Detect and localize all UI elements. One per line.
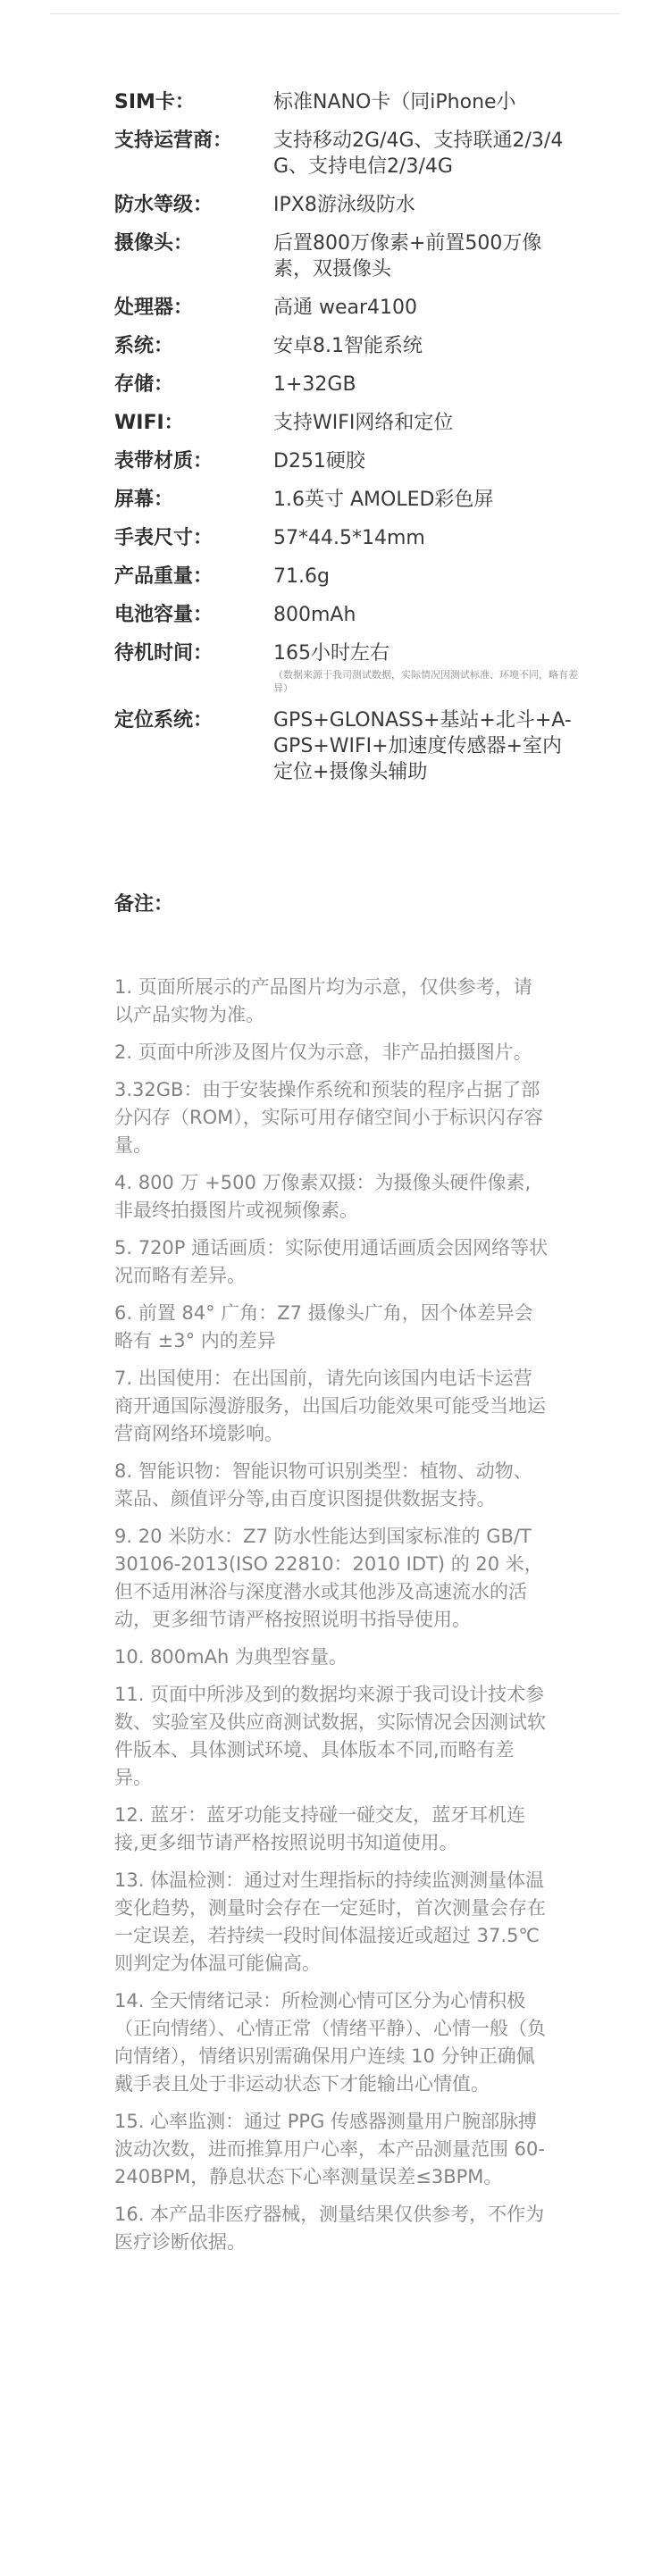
- spec-row: [114, 525, 579, 551]
- note-item: 15. 心率监测：通过 PPG 传感器测量用户腕部脉搏波动次数，进而推算用户心率，本产品测量范围 60-240BPM，静息状态下心率测量误差≤3BPM。: [114, 2111, 545, 2187]
- spec-label: 定位系统：: [114, 709, 214, 732]
- spec-label: WIFI：: [114, 412, 184, 434]
- spec-value-cell: [273, 295, 579, 321]
- spec-value: 安卓8.1智能系统: [273, 335, 423, 357]
- notes-list: [114, 974, 549, 2266]
- spec-value: GPS+GLONASS+基站+北斗+A-GPS+WIFI+加速度传感器+室内定位+摄像头辅助: [273, 709, 572, 783]
- spec-value-cell: [273, 128, 579, 180]
- spec-label: 防水等级：: [114, 194, 214, 216]
- spec-row: [114, 448, 579, 474]
- spec-row: [114, 230, 579, 282]
- note-item: 5. 720P 通话画质：实际使用通话画质会因网络等状况而略有差异。: [114, 1237, 549, 1286]
- spec-value-cell: [273, 192, 579, 218]
- spec-label: 电池容量：: [114, 604, 214, 626]
- spec-table: [114, 89, 579, 798]
- spec-value-cell: [273, 564, 579, 590]
- spec-label: 待机时间：: [114, 642, 214, 665]
- note-item: 16. 本产品非医疗器械，测量结果仅供参考，不作为医疗诊断依据。: [114, 2204, 545, 2253]
- spec-value-cell: [273, 372, 579, 397]
- spec-value: 支持移动2G/4G、支持联通2/3/4G、支持电信2/3/4G: [273, 130, 564, 178]
- spec-row: [114, 89, 579, 115]
- spec-row: [114, 128, 579, 180]
- spec-value-cell: [273, 333, 579, 359]
- spec-value-cell: [273, 602, 579, 628]
- spec-value-cell: [273, 230, 579, 282]
- note-item: 6. 前置 84° 广角：Z7 摄像头广角，因个体差异会略有 ±3° 内的差异: [114, 1302, 533, 1351]
- note-item: 10. 800mAh 为典型容量。: [114, 1646, 348, 1668]
- spec-row: [114, 333, 579, 359]
- note-item: 1. 页面所展示的产品图片均为示意，仅供参考，请以产品实物为准。: [114, 976, 532, 1025]
- note-item: 3.32GB：由于安装操作系统和预装的程序占据了部分闪存（ROM），实际可用存储空间小于标识闪存容量。: [114, 1079, 543, 1156]
- spec-value-cell: [273, 707, 579, 785]
- note-item: 13. 体温检测：通过对生理指标的持续监测测量体温变化趋势，测量时会存在一定延时，首次测量会存在一定误差，若持续一段时间体温接近或超过 37.5℃则判定为体温可能偏高。: [114, 1869, 546, 1974]
- spec-label: 手表尺寸：: [114, 527, 214, 549]
- spec-row: [114, 410, 579, 436]
- spec-label: 系统：: [114, 335, 174, 357]
- note-item: 9. 20 米防水：Z7 防水性能达到国家标准的 GB/T 30106-2013(ISO 22810：2010 IDT) 的 20 米，但不适用淋浴与深度潜水或其他涉及高速流水的活动，更多细节请严格按照说明书指导使用。: [114, 1526, 543, 1630]
- spec-value: 800mAh: [273, 604, 356, 626]
- note-item: 11. 页面中所涉及到的数据均来源于我司设计技术参数、实验室及供应商测试数据，实际情况会因测试软件版本、具体测试环境、具体版本不同,而略有差异。: [114, 1684, 546, 1788]
- spec-label: 屏幕：: [114, 489, 174, 511]
- note-item: 14. 全天情绪记录：所检测心情可区分为心情积极（正向情绪）、心情正常（情绪平静）、心情一般（负向情绪），情绪识别需确保用户连续 10 分钟正确佩戴手表且处于非运动状态下才能输出心情值。: [114, 1990, 546, 2095]
- spec-row: [114, 487, 579, 513]
- spec-label: 表带材质：: [114, 450, 214, 473]
- spec-value: IPX8游泳级防水: [273, 194, 415, 216]
- spec-value: 57*44.5*14mm: [273, 527, 425, 549]
- note-item: 4. 800 万 +500 万像素双摄：为摄像头硬件像素,非最终拍摄图片或视频像素。: [114, 1172, 532, 1221]
- spec-value: 1+32GB: [273, 373, 356, 396]
- spec-label: 处理器：: [114, 297, 194, 319]
- spec-value: 1.6英寸 AMOLED彩色屏: [273, 489, 494, 511]
- spec-value-cell: [273, 487, 579, 513]
- spec-label: 存储：: [114, 373, 174, 396]
- notes-title: 备注：: [114, 893, 174, 916]
- note-item: 7. 出国使用：在出国前，请先向该国内电话卡运营商开通国际漫游服务，出国后功能效果可能受当地运营商网络环境影响。: [114, 1367, 546, 1444]
- top-divider: [50, 13, 620, 14]
- spec-value: 支持WIFI网络和定位: [273, 412, 454, 434]
- note-item: 2. 页面中所涉及图片仅为示意，非产品拍摄图片。: [114, 1041, 532, 1063]
- spec-value: 高通 wear4100: [273, 297, 418, 319]
- spec-row: [114, 295, 579, 321]
- spec-label: 支持运营商：: [114, 130, 233, 152]
- spec-row: [114, 564, 579, 590]
- spec-label: SIM卡：: [114, 91, 195, 113]
- spec-label: 产品重量：: [114, 565, 214, 588]
- spec-value: 标准NANO卡（同iPhone小: [273, 91, 516, 113]
- spec-row: [114, 372, 579, 397]
- spec-value-cell: [273, 410, 579, 436]
- spec-value-cell: [273, 448, 579, 474]
- spec-footnote: （数据来源于我司测试数据，实际情况因测试标准、环境不同，略有差异）: [273, 669, 578, 694]
- spec-value: D251硬胶: [273, 450, 365, 473]
- spec-value-cell: [273, 525, 579, 551]
- spec-value-cell: [273, 89, 579, 115]
- spec-value: 后置800万像素+前置500万像素，双摄像头: [273, 232, 542, 280]
- spec-row: [114, 602, 579, 628]
- spec-row: [114, 192, 579, 218]
- spec-value: 165小时左右: [273, 642, 389, 665]
- spec-row: [114, 640, 579, 695]
- spec-row: [114, 707, 579, 785]
- note-item: 12. 蓝牙：蓝牙功能支持碰一碰交友，蓝牙耳机连接,更多细节请严格按照说明书知道使用。: [114, 1804, 526, 1853]
- note-item: 8. 智能识物：智能识物可识别类型：植物、动物、菜品、颜值评分等,由百度识图提供数据支持。: [114, 1460, 532, 1510]
- spec-label: 摄像头：: [114, 232, 194, 255]
- spec-value: 71.6g: [273, 565, 330, 588]
- spec-value-cell: [273, 640, 579, 695]
